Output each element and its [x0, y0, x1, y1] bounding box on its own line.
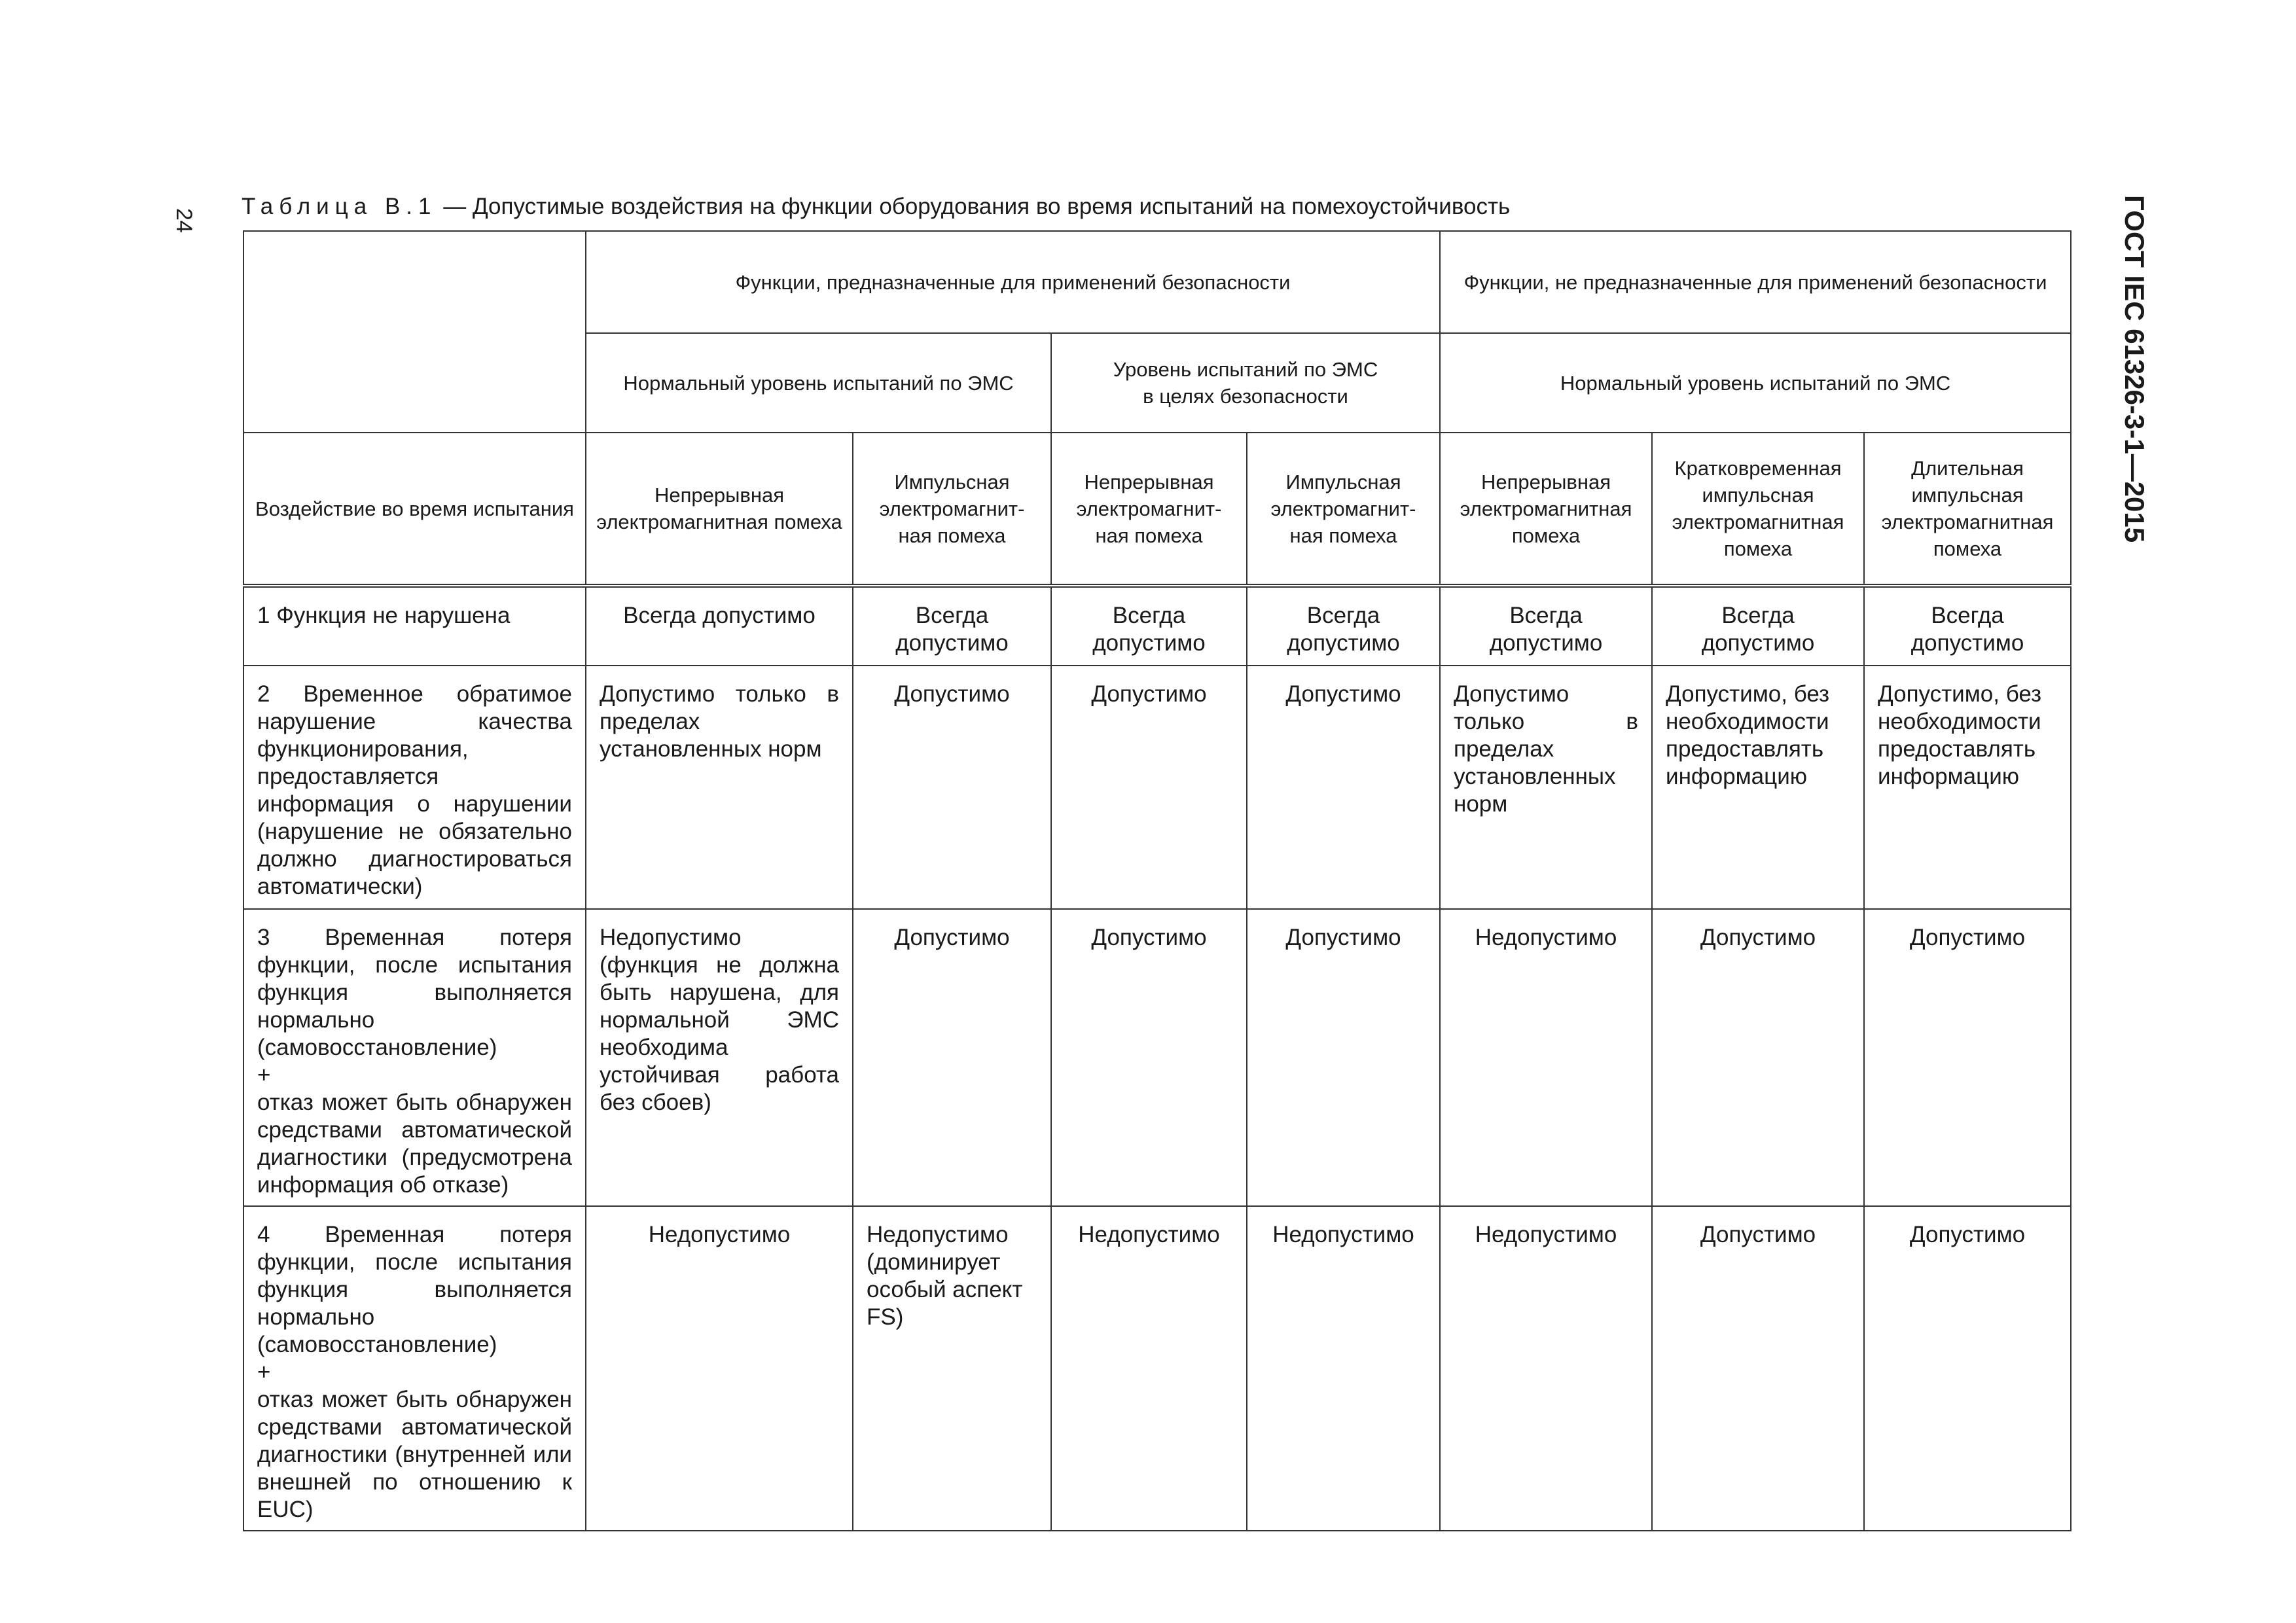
value-cell: Допустимо	[1247, 666, 1440, 909]
value-cell: Допустимо	[1864, 1206, 2071, 1531]
column-header: Непрерывная электромагнит-ная помеха	[1051, 433, 1247, 586]
value-cell: Допустимо	[1652, 1206, 1864, 1531]
value-cell: Всегда допустимо	[1440, 586, 1652, 666]
effect-text: 3 Временная потеря функции, после испытания функция выполняется нормально (самовосстановление)	[257, 925, 572, 1060]
value-cell: Допустимо	[1051, 909, 1247, 1206]
value-cell: Допустимо только в пределах установленных норм	[586, 666, 853, 909]
table-caption	[242, 194, 1510, 220]
value-cell: Всегда допустимо	[1864, 586, 2071, 666]
value-cell: Недопустимо	[1440, 909, 1652, 1206]
value-cell: Допустимо	[1247, 909, 1440, 1206]
value-cell: Допустимо только в пределах установленных норм	[1440, 666, 1652, 909]
table-row	[243, 909, 2071, 1206]
value-cell: Всегда допустимо	[1051, 586, 1247, 666]
effect-plus: +	[257, 1359, 271, 1385]
effect-plus: +	[257, 1062, 271, 1088]
column-header: Кратковременная импульсная электромагнитная помеха	[1652, 433, 1864, 586]
effect-text: отказ может быть обнаружен средствами автоматической диагностики (предусмотрена информация об отказе)	[257, 1090, 572, 1198]
value-cell: Допустимо	[1652, 909, 1864, 1206]
table-row	[243, 1206, 2071, 1531]
value-cell: Допустимо	[853, 666, 1051, 909]
effect-text: отказ может быть обнаружен средствами автоматической диагностики (внутренней или внешней по отношению к EUC)	[257, 1387, 572, 1522]
value-cell: Всегда допустимо	[853, 586, 1051, 666]
row-header-cell: Воздействие во время испытания	[243, 433, 586, 586]
value-cell: Недопустимо	[1247, 1206, 1440, 1531]
value-cell: Недопустимо (доминирует особый аспект FS)	[853, 1206, 1051, 1531]
level-normal-non-safety-header: Нормальный уровень испытаний по ЭМС	[1440, 333, 2071, 433]
value-cell: Всегда допустимо	[1247, 586, 1440, 666]
column-header: Непрерывная электромагнитная помеха	[586, 433, 853, 586]
effect-text: 4 Временная потеря функции, после испытания функция выполняется нормально (самовосстановление)	[257, 1222, 572, 1357]
column-header: Непрерывная электромагнитная помеха	[1440, 433, 1652, 586]
standard-id: ГОСТ IEC 61326-3-1—2015	[2119, 195, 2150, 543]
column-header: Импульсная электромагнит-ная помеха	[1247, 433, 1440, 586]
effect-cell: 2 Временное обратимое нарушение качества функционирования, предоставляется информация о нарушении (нарушение не обязательно должно диагностироваться автоматически)	[243, 666, 586, 909]
value-cell: Недопустимо	[1051, 1206, 1247, 1531]
group-safety-header: Функции, предназначенные для применений безопасности	[586, 231, 1440, 333]
value-cell: Допустимо	[853, 909, 1051, 1206]
level-normal-safety-header: Нормальный уровень испытаний по ЭМС	[586, 333, 1051, 433]
table-header	[243, 231, 2071, 586]
value-cell: Недопустимо	[1440, 1206, 1652, 1531]
value-cell: Допустимо	[1864, 909, 2071, 1206]
column-header: Длительная импульсная электромагнитная помеха	[1864, 433, 2071, 586]
effect-cell	[243, 909, 586, 1206]
table-row	[243, 666, 2071, 909]
effect-cell	[243, 1206, 586, 1531]
level-safety-header: Уровень испытаний по ЭМС в целях безопасности	[1051, 333, 1440, 433]
group-non-safety-header: Функции, не предназначенные для применений безопасности	[1440, 231, 2071, 333]
value-cell: Допустимо	[1051, 666, 1247, 909]
value-cell: Недопустимо (функция не должна быть нарушена, для нормальной ЭМС необходима устойчивая работа без сбоев)	[586, 909, 853, 1206]
caption-label: Таблица В.1	[242, 194, 437, 219]
value-cell: Всегда допустимо	[1652, 586, 1864, 666]
value-cell: Всегда допустимо	[586, 586, 853, 666]
value-cell: Допустимо, без необходимости предоставлять информацию	[1652, 666, 1864, 909]
value-cell: Недопустимо	[586, 1206, 853, 1531]
caption-text: — Допустимые воздействия на функции оборудования во время испытаний на помехоустойчивость	[437, 194, 1511, 219]
page-number: 24	[171, 208, 196, 233]
corner-cell	[243, 231, 586, 433]
value-cell: Допустимо, без необходимости предоставлять информацию	[1864, 666, 2071, 909]
effect-cell: 1 Функция не нарушена	[243, 586, 586, 666]
table-body	[243, 586, 2071, 1531]
effects-table	[243, 230, 2072, 1531]
column-header: Импульсная электромагнит-ная помеха	[853, 433, 1051, 586]
table-row	[243, 586, 2071, 666]
